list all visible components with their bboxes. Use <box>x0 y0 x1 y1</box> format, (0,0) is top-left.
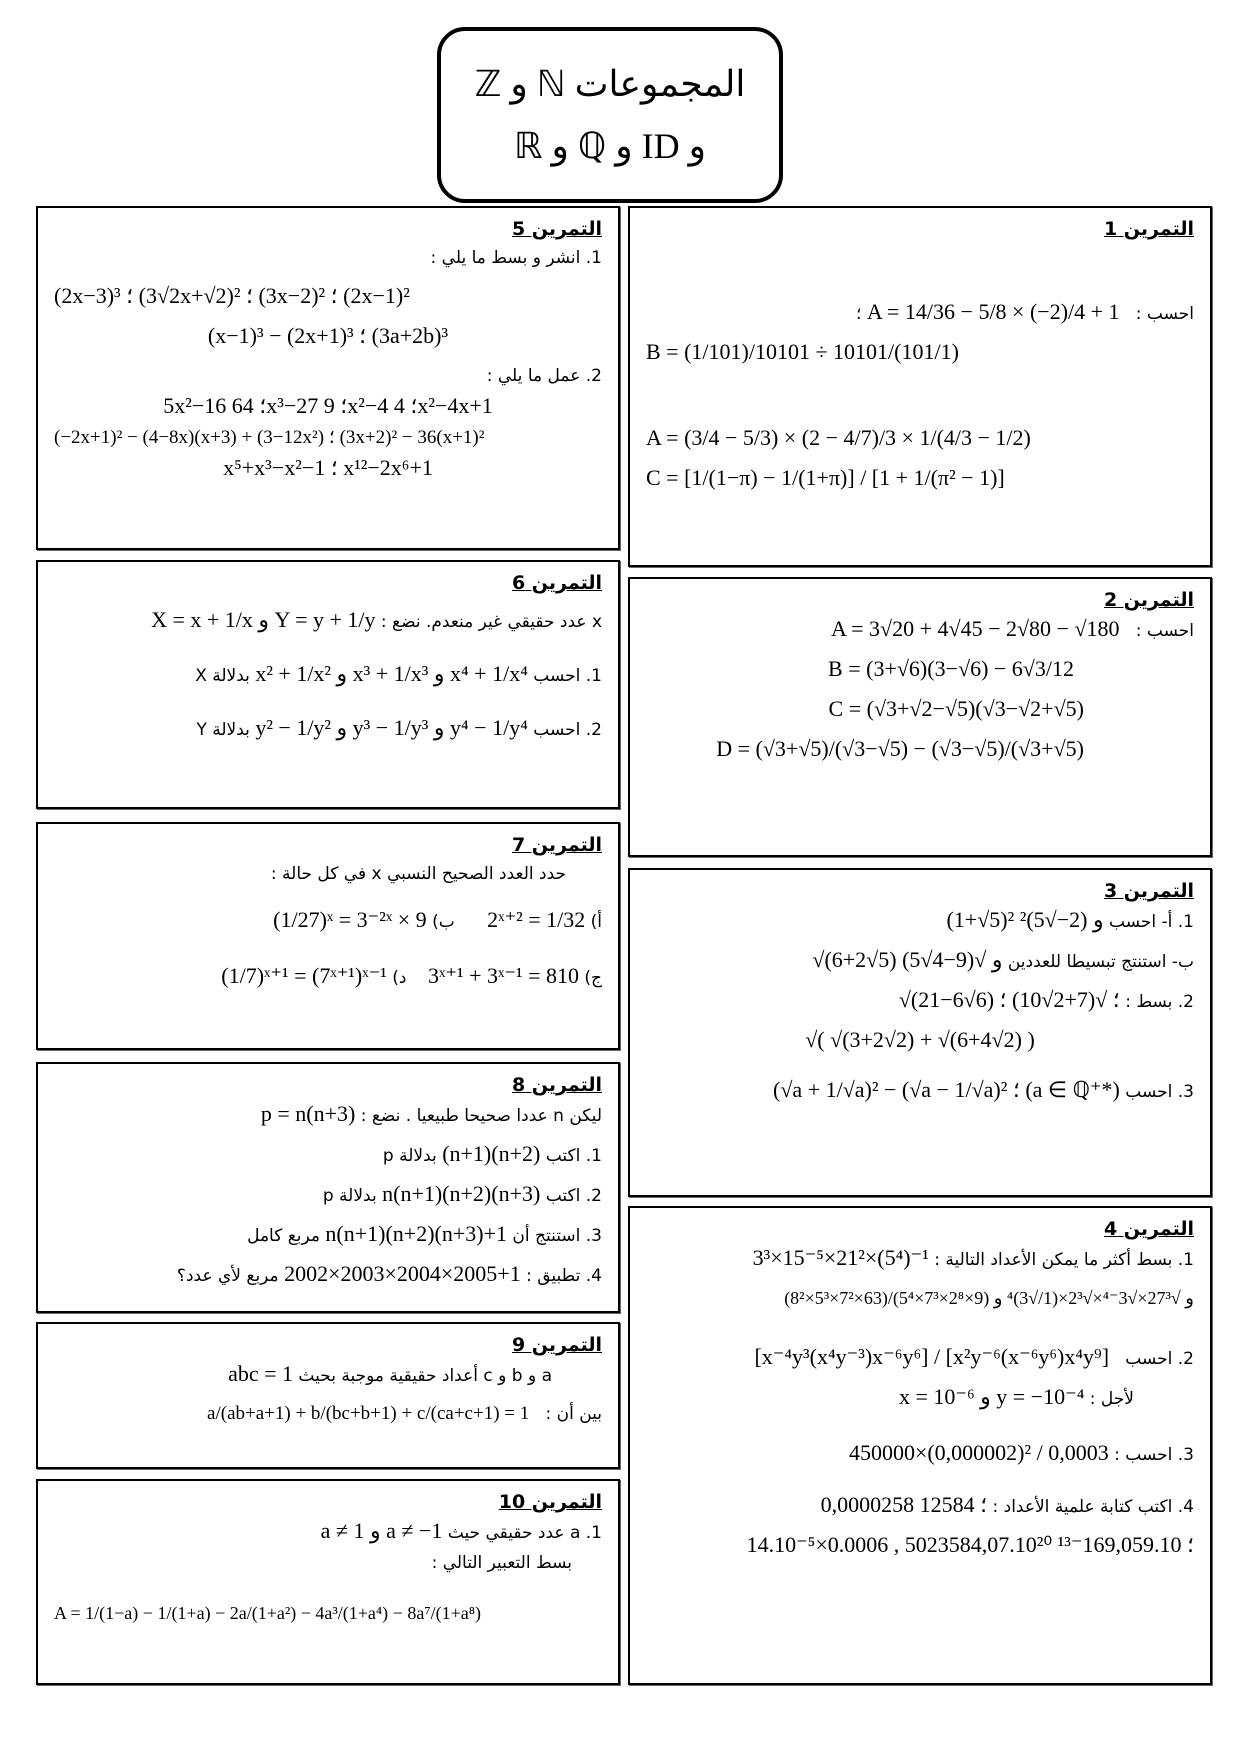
exercise-1-line-2 <box>646 426 1194 452</box>
exercise-3-q2-cont <box>646 1028 1194 1054</box>
exercise-5 <box>36 206 620 550</box>
exercise-7-line-ab <box>54 908 602 934</box>
expression: (1+√5)² و (2−√5)² <box>946 907 1104 932</box>
instruction: ب- استنتج تبسيطا للعددين <box>1007 952 1194 972</box>
exercise-8-q3 <box>54 1222 602 1248</box>
expression: a ≠ 1 و a ≠ −1 <box>320 1518 443 1543</box>
expression-a: A = 14/36 − 5/8 × (−2)/4 + 1 <box>866 299 1120 324</box>
expression-b-text: B = (1/101)/10101 ÷ 10101/(101/1) <box>646 339 959 364</box>
expression: √( √(3+2√2) + √(6+4√2) ) <box>805 1027 1035 1052</box>
exercise-title: التمرين 2 <box>1103 589 1194 611</box>
expression: (8²×5³×7²×63)/(5⁴×7³×2⁸×9) و √27³×√3⁻⁴×√2³×(1/√3)⁴ و <box>784 1288 1194 1308</box>
exercise-5-line-1 <box>54 284 602 310</box>
instruction: 2. اكتب <box>545 1186 602 1206</box>
exercise-title: التمرين 3 <box>1103 880 1194 902</box>
expression: (−2x+1)² − (4−8x)(x+3) + (3−12x²) ؛ (3x+2)² − 36(x+1)² <box>54 427 485 448</box>
expression: n(n+1)(n+2)(n+3) <box>382 1181 541 1206</box>
instruction: 2. احسب <box>533 720 602 740</box>
exercise-8-q2 <box>54 1182 602 1208</box>
expression: x⁵+x³−x²−1 ؛ x¹²−2x⁶+1 <box>223 455 433 480</box>
exercise-6-intro <box>54 608 602 634</box>
exercise-10-expression <box>54 1601 602 1626</box>
instruction: 2. بسط : <box>1125 992 1194 1012</box>
expression: 0,0000258 ؛ 12584 <box>820 1492 988 1517</box>
item-label: ب) <box>432 912 455 932</box>
expression: (√a + 1/√a)² − (√a − 1/√a)² ؛ (a ∈ ℚ⁺*) <box>773 1077 1120 1102</box>
instruction-end: مربع لأي عدد؟ <box>176 1266 279 1286</box>
exercise-title: التمرين 8 <box>511 1074 602 1096</box>
instruction: 1. بسط أكثر ما يمكن الأعداد التالية : <box>934 1250 1194 1270</box>
exercise-2-line-a <box>646 617 1194 643</box>
exercise-1-line-3 <box>646 466 1194 492</box>
exercise-9-question <box>54 1402 602 1426</box>
exercise-3-q1b <box>646 948 1194 974</box>
exercise-5-line-4 <box>54 426 602 450</box>
exercise-4-q4-cont <box>646 1533 1194 1559</box>
expression: 3³×15⁻⁵×21²×(5⁴)⁻¹ <box>752 1245 929 1270</box>
exercise-4-q3 <box>646 1441 1194 1467</box>
exercise-10-question: بسط التعبير التالي : <box>431 1553 572 1573</box>
instruction: ليكن n عددا صحيحا طبيعيا . نضع : <box>360 1106 602 1126</box>
exercise-9 <box>36 1322 620 1469</box>
exercise-7-line-cd <box>54 964 602 990</box>
exercise-2-line-c <box>646 697 1194 723</box>
exercise-1 <box>628 206 1212 567</box>
expression: (n+1)(n+2) <box>442 1141 541 1166</box>
expression: y² − 1/y² و y³ − 1/y³ و y⁴ − 1/y⁴ <box>255 715 528 740</box>
instruction: 1. اكتب <box>545 1146 602 1166</box>
item-label: أ) <box>590 912 602 932</box>
item-label: د) <box>392 968 407 988</box>
instruction: 1. a عدد حقيقي حيث <box>447 1523 602 1543</box>
exercise-6-q2 <box>54 716 602 742</box>
instruction: 3. احسب : <box>1114 1445 1194 1465</box>
separator: ؛ <box>856 304 862 324</box>
expression: 5x²−16 ؛ 64x³−27 ؛ 9x²−4 ؛ 4x²−4x+1 <box>163 393 493 418</box>
title-line-1: المجموعات ℕ و ℤ <box>474 64 746 104</box>
exercise-title: التمرين 6 <box>511 572 602 594</box>
exercise-4-q1 <box>646 1246 1194 1272</box>
instruction: 2. احسب <box>1125 1349 1194 1369</box>
instruction: a و b و c أعداد حقيقية موجبة بحيث <box>298 1366 552 1386</box>
instruction: 4. تطبيق : <box>526 1266 602 1286</box>
exercise-3-q3 <box>646 1078 1194 1104</box>
expression-a2: A = (3/4 − 5/3) × (2 − 4/7)/3 × 1/(4/3 − 1/2) <box>646 425 1031 450</box>
expression-b: B = (3+√6)(3−√6) − 6√3/12 <box>828 656 1074 681</box>
exercise-6 <box>36 560 620 809</box>
exercise-4-q2 <box>646 1345 1194 1371</box>
instruction: x عدد حقيقي غير منعدم. نضع : <box>380 612 602 632</box>
expression: [x⁻⁴y³(x⁴y⁻³)x⁻⁶y⁶] / [x²y⁻⁶(x⁻⁶y⁶)x⁴y⁹] <box>754 1344 1110 1369</box>
expression: a/(ab+a+1) + b/(bc+b+1) + c/(ca+c+1) = 1 <box>207 1403 530 1424</box>
exercise-title: التمرين 5 <box>511 218 602 240</box>
exercise-10-intro <box>54 1519 602 1545</box>
exercise-4-q1-cont <box>646 1286 1194 1311</box>
exercise-5-line-5 <box>54 456 602 482</box>
instruction: احسب : <box>1135 304 1194 324</box>
exercise-3-q2 <box>646 988 1194 1014</box>
expression: X = x + 1/x و Y = y + 1/y <box>151 607 376 632</box>
exercise-title: التمرين 10 <box>498 1491 602 1513</box>
exercise-6-q1 <box>54 662 602 688</box>
expression: n(n+1)(n+2)(n+3)+1 <box>325 1221 508 1246</box>
expression: 2002×2003×2004×2005+1 <box>284 1261 521 1286</box>
exercise-8-intro <box>54 1102 602 1128</box>
exercise-10 <box>36 1479 620 1685</box>
exercise-3-q1a <box>646 908 1194 934</box>
expression: A = 1/(1−a) − 1/(1+a) − 2a/(1+a²) − 4a³/(1+a⁴) − 8a⁷/(1+a⁸) <box>54 1603 481 1623</box>
expression-c: C = [1/(1−π) − 1/(1+π)] / [1 + 1/(π² − 1)] <box>646 465 1005 490</box>
exercise-title: التمرين 9 <box>511 1334 602 1356</box>
instruction: بين أن : <box>545 1404 602 1424</box>
expression: 450000×(0,000002)² / 0,0003 <box>848 1440 1109 1465</box>
instruction: لأجل : <box>1089 1389 1134 1409</box>
expression: √(6+2√5) و √(9−4√5) <box>812 947 1003 972</box>
exercise-1-line-1 <box>646 300 1194 326</box>
instruction: احسب : <box>1135 621 1194 641</box>
item-label: ج) <box>584 968 602 988</box>
exercise-3 <box>628 868 1212 1197</box>
expression-a: A = 3√20 + 4√45 − 2√80 − √180 <box>830 616 1120 641</box>
expression: (1/27)ˣ = 3⁻²ˣ × 9 <box>273 907 427 932</box>
expression: 3ˣ⁺¹ + 3ˣ⁻¹ = 810 <box>428 963 579 988</box>
exercise-2-line-b <box>646 657 1194 683</box>
instruction: 1. أ- احسب <box>1109 912 1194 932</box>
expression: (2x−3)³ ؛ (2√3x+√2)² ؛ (3x−2)² ؛ (2x−1)² <box>54 283 410 308</box>
expression: (x−1)³ − (2x+1)³ ؛ (3a+2b)³ <box>207 323 449 348</box>
instruction-end: مربع كامل <box>247 1226 321 1246</box>
exercise-4 <box>628 1206 1212 1685</box>
expression: √(21−6√6) ؛ √(7+2√10) ؛ <box>898 987 1120 1012</box>
exercise-5-q1: 1. انشر و بسط ما يلي : <box>430 248 602 268</box>
expression-b <box>646 340 1194 366</box>
expression: x = 10⁻⁶ و y = −10⁻⁴ <box>898 1384 1085 1409</box>
instruction-end: بدلالة X <box>195 666 250 686</box>
expression-c: C = (√3+√2−√5)(√3−√2+√5) <box>828 696 1084 721</box>
instruction: 1. احسب <box>533 666 602 686</box>
expression-d: D = (√3+√5)/(√3−√5) − (√3−√5)/(√3+√5) <box>716 736 1084 761</box>
exercise-8 <box>36 1062 620 1313</box>
exercise-title: التمرين 7 <box>511 834 602 856</box>
instruction-end: بدلالة p <box>382 1146 437 1166</box>
exercise-8-q1 <box>54 1142 602 1168</box>
expression: 2ˣ⁺² = 1/32 <box>487 907 586 932</box>
instruction-end: بدلالة p <box>322 1186 377 1206</box>
exercise-9-intro <box>54 1362 602 1388</box>
instruction: 3. استنتج أن <box>512 1226 602 1246</box>
title-line-2: و ID و ℚ و ℝ <box>513 126 707 166</box>
exercise-title: التمرين 4 <box>1103 1218 1194 1240</box>
exercise-8-q4 <box>54 1262 602 1288</box>
exercise-title: التمرين 1 <box>1103 218 1194 240</box>
instruction: 4. اكتب كتابة علمية الأعداد : <box>992 1497 1194 1517</box>
worksheet-title <box>437 27 783 203</box>
exercise-7-intro: حدد العدد الصحيح النسبي x في كل حالة : <box>270 864 566 884</box>
exercise-5-q2: 2. عمل ما يلي : <box>486 366 602 386</box>
expression: 14.10⁻⁵×0.0006 , 5023584,07.10²⁰ ؛ 169,059.10⁻¹³ <box>746 1532 1194 1557</box>
exercise-4-q4 <box>646 1493 1194 1519</box>
exercise-5-line-3 <box>54 394 602 420</box>
exercise-5-line-2 <box>54 324 602 350</box>
exercise-2-line-d <box>646 737 1194 763</box>
expression: abc = 1 <box>228 1361 293 1386</box>
instruction-end: بدلالة Y <box>196 720 250 740</box>
exercise-7 <box>36 822 620 1050</box>
expression: x² + 1/x² و x³ + 1/x³ و x⁴ + 1/x⁴ <box>255 661 528 686</box>
instruction: 3. احسب <box>1125 1082 1194 1102</box>
exercise-4-q2b <box>646 1385 1194 1411</box>
expression: (1/7)ˣ⁺¹ = (7ˣ⁺¹)ˣ⁻¹ <box>221 963 387 988</box>
exercise-2 <box>628 577 1212 857</box>
expression: p = n(n+3) <box>260 1101 356 1126</box>
